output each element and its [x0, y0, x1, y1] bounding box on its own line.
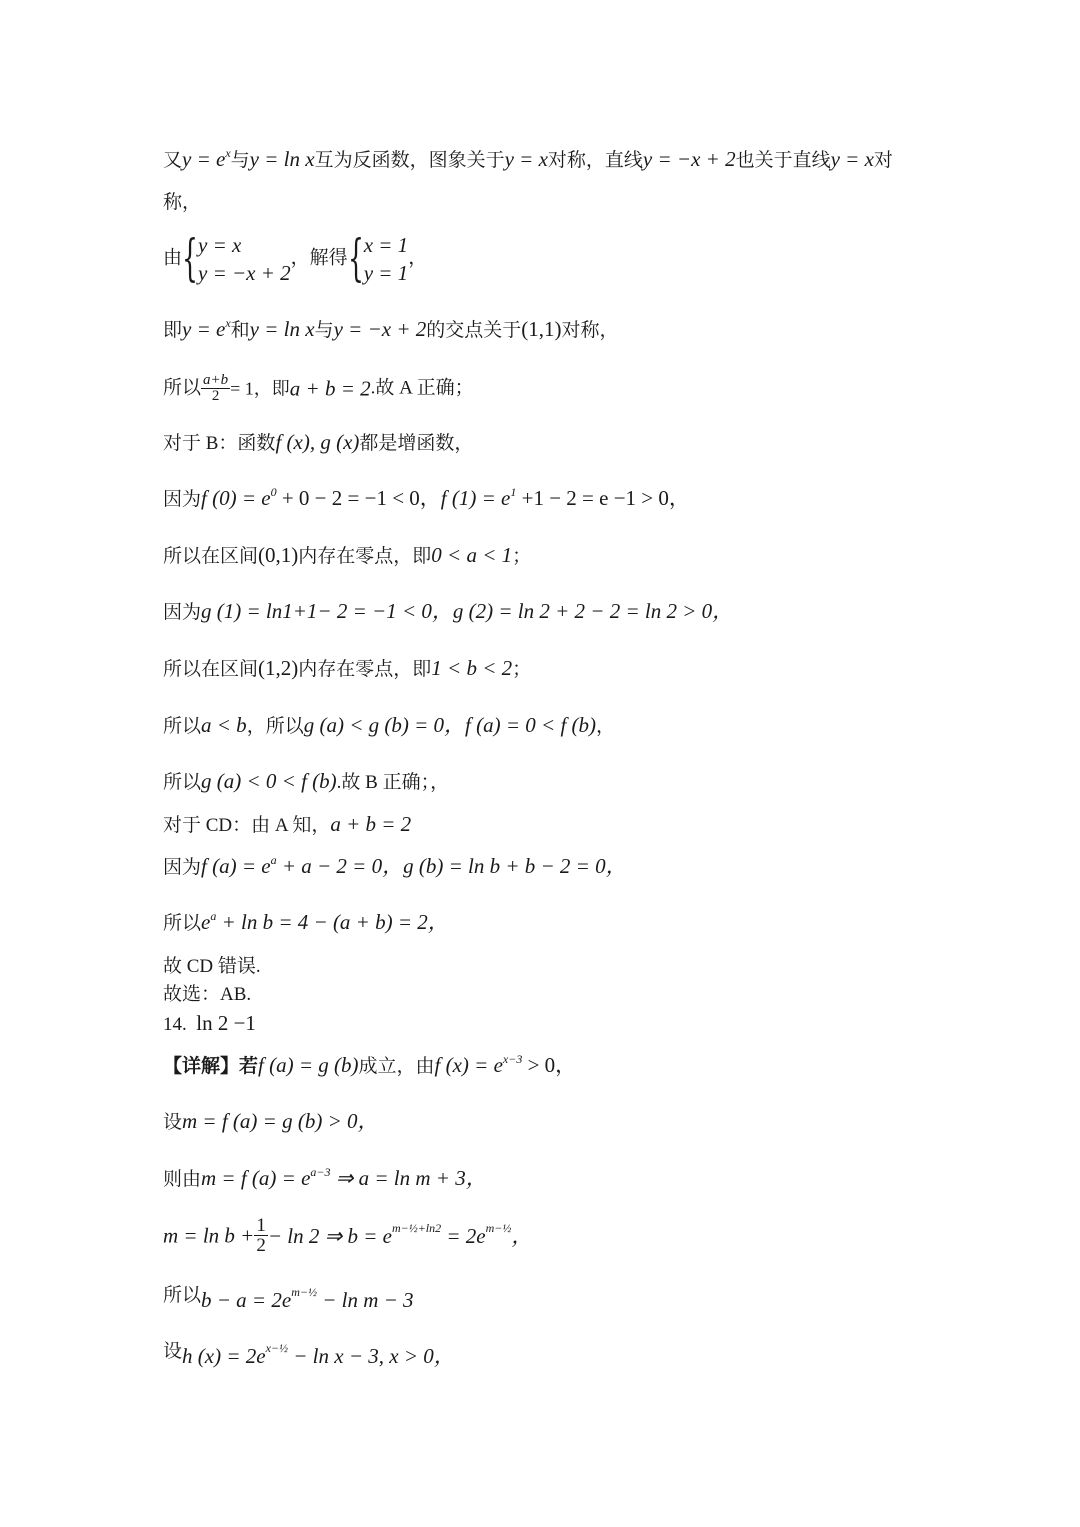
line-23	[163, 1282, 414, 1316]
text-fragment: 所以	[163, 716, 202, 737]
text-fragment: f (a) = g (b)	[258, 1053, 359, 1077]
text-fragment: 对于 CD：由 A 知，	[163, 815, 331, 836]
text-fragment: ，	[596, 716, 616, 737]
text-fragment: m = f (a) = g (b) > 0，	[182, 1109, 379, 1133]
line-22	[163, 1213, 532, 1258]
formula	[182, 147, 231, 171]
line-19	[163, 1051, 576, 1081]
equation-system	[182, 228, 291, 287]
text-fragment: 2	[256, 1235, 266, 1257]
formula: y = −x + 2	[642, 147, 736, 171]
superscript: 1	[510, 485, 517, 499]
text-fragment	[182, 317, 231, 341]
text-fragment: g (a) < 0 < f (b)	[201, 769, 337, 793]
text-fragment: − ln 2 ⇒ b = e	[267, 1223, 392, 1248]
line-2: 称，	[163, 192, 202, 213]
text-fragment: m = f (a) = e	[201, 1166, 311, 1190]
text-fragment: y = ln x	[249, 317, 315, 341]
text-fragment: a + b = 2	[289, 376, 371, 401]
line-13	[163, 810, 411, 840]
text-fragment	[201, 854, 403, 878]
line-10	[163, 654, 531, 684]
fraction	[254, 1216, 268, 1255]
text-fragment: .故 B 正确；，	[336, 772, 450, 793]
text-fragment: a < b	[201, 713, 247, 737]
line-12	[163, 767, 449, 797]
text-fragment: f (0) = e	[201, 486, 271, 510]
text-fragment: 成立，由	[358, 1056, 435, 1077]
text-fragment: + ln b = 4 − (a + b) = 2，	[216, 910, 449, 934]
superscript: a−3	[310, 1165, 331, 1179]
text-fragment: ⇒ a = ln m + 3，	[330, 1166, 487, 1190]
line-6	[163, 428, 473, 458]
text-fragment: f (a) = 0 < f (b)	[465, 713, 597, 737]
text-fragment: 设	[163, 1112, 183, 1133]
text-fragment: 14.	[163, 1014, 187, 1035]
solution-system	[347, 228, 409, 287]
text-fragment	[201, 486, 441, 510]
text-fragment	[441, 486, 690, 510]
line-11	[163, 711, 615, 741]
text-fragment	[201, 910, 449, 934]
text-fragment: 0 < a < 1	[431, 543, 513, 567]
line-24	[163, 1338, 455, 1372]
text-fragment: − ln x − 3, x > 0，	[288, 1344, 455, 1368]
text-fragment: b − a = 2e	[201, 1288, 292, 1312]
line-7	[163, 484, 690, 514]
line-18	[163, 1009, 256, 1039]
line-15	[163, 908, 449, 938]
text-fragment: y = e	[182, 317, 226, 341]
text-fragment: y = e	[182, 147, 226, 171]
line-21	[163, 1164, 487, 1194]
text-fragment: y = x	[198, 232, 242, 257]
line-20	[163, 1107, 379, 1137]
text-fragment: e	[201, 910, 211, 934]
text-fragment: 所以	[163, 377, 202, 399]
text: ，解得	[290, 247, 348, 269]
text-fragment: y = −x + 2	[333, 317, 427, 341]
text-fragment: ，所以	[246, 716, 304, 737]
text-fragment: + a − 2 = 0，	[276, 854, 404, 878]
text-fragment: 都是增函数，	[359, 433, 474, 454]
line-4	[163, 315, 619, 345]
text: 对	[873, 150, 893, 171]
text-fragment: + 0 − 2 = −1 < 0，	[276, 486, 441, 510]
text-fragment: 即	[163, 320, 183, 341]
text-fragment: x = 1	[363, 232, 409, 257]
line-1	[163, 145, 893, 175]
text-fragment: 所以	[163, 1285, 202, 1306]
superscript: x	[225, 316, 231, 330]
text-fragment: 所以	[163, 772, 202, 793]
formula: y = x	[504, 147, 548, 171]
text-fragment: y = 1	[363, 260, 409, 285]
text-fragment: b − a = 2em−½ − ln m − 3	[201, 1285, 414, 1312]
text-fragment: ；	[512, 546, 532, 567]
text-fragment: m = ln b +	[163, 1223, 255, 1248]
text-fragment: {	[182, 228, 198, 287]
text-fragment: ；	[512, 659, 532, 680]
text-fragment: 与	[314, 320, 334, 341]
text-fragment: 对于 B：函数	[163, 433, 276, 454]
text-fragment: g (a) < g (b) = 0，	[303, 713, 466, 737]
text-fragment	[435, 1053, 577, 1077]
text-fragment: 内存在零点，即	[298, 659, 432, 680]
text-fragment: f (1) = e	[440, 486, 511, 510]
text: 又	[163, 150, 183, 171]
text-fragment: 所以在区间	[163, 546, 259, 567]
text-fragment: +1 − 2 = e −1 > 0，	[516, 486, 690, 510]
text-fragment: .故 A 正确；	[370, 377, 474, 399]
text-fragment: = 1，即	[230, 378, 290, 399]
line-3	[163, 230, 427, 287]
text-fragment: f (x), g (x)	[275, 430, 360, 454]
text-fragment: h (x) = 2ex−½ − ln x − 3, x > 0，	[182, 1341, 455, 1368]
line-14	[163, 852, 627, 882]
text-fragment: {	[347, 228, 364, 287]
text: 对称，直线	[547, 150, 643, 171]
text-fragment: f (a) = e	[201, 854, 271, 878]
text: 也关于直线	[735, 150, 831, 171]
text: 互为反函数，图象关于	[314, 150, 505, 171]
superscript: x	[225, 146, 231, 160]
text-fragment: = 2e	[441, 1223, 486, 1248]
text-fragment: 和	[230, 320, 250, 341]
text-fragment: 所以	[163, 913, 202, 934]
text-fragment: g (1) = ln1+1− 2 = −1 < 0，	[201, 599, 453, 623]
text-fragment: g (2) = ln 2 + 2 − 2 = ln 2 > 0，	[452, 599, 734, 623]
text-fragment: − ln m − 3	[316, 1288, 414, 1312]
text-fragment: 的交点关于	[426, 320, 522, 341]
text-fragment: g (b) = ln b + b − 2 = 0，	[403, 854, 627, 878]
text-fragment: 设	[163, 1341, 183, 1362]
text-fragment: ，	[511, 1223, 533, 1248]
fraction	[201, 373, 230, 404]
text-fragment: (0,1)	[258, 543, 299, 567]
text-fragment: − ln 2 ⇒ b = em−½+ln2 = 2em−½，	[267, 1220, 533, 1248]
text-fragment: (1,2)	[258, 656, 299, 680]
text-fragment: > 0，	[522, 1053, 577, 1077]
formula: y = ln x	[249, 147, 315, 171]
text-fragment: (1,1)	[521, 317, 562, 341]
text: 由	[163, 247, 183, 269]
superscript: a	[270, 853, 277, 867]
line-5	[163, 368, 474, 409]
text-fragment: 【详解】若	[163, 1056, 259, 1077]
text-fragment: y = −x + 2	[198, 260, 291, 285]
text-fragment: 对称，	[561, 320, 619, 341]
superscript: a	[210, 909, 217, 923]
text-fragment: 1 < b < 2	[431, 656, 513, 680]
text-fragment: h (x) = 2e	[182, 1344, 266, 1368]
text-fragment: ln 2 −1	[196, 1011, 256, 1035]
text-fragment: f (x) = e	[434, 1053, 503, 1077]
text-fragment: 因为	[163, 857, 202, 878]
text-fragment: a+b	[203, 372, 229, 389]
superscript: x−3	[502, 1052, 523, 1066]
line-8	[163, 541, 531, 571]
line-17: 故选：AB.	[163, 984, 252, 1005]
text-fragment: 内存在零点，即	[298, 546, 432, 567]
line-16: 故 CD 错误.	[163, 956, 261, 977]
text-fragment: a + b = 2	[330, 812, 412, 836]
text-fragment: 所以在区间	[163, 659, 259, 680]
text-fragment	[201, 1166, 487, 1190]
text-fragment: 则由	[163, 1169, 202, 1190]
superscript: 0	[270, 485, 277, 499]
text-fragment: 因为	[163, 489, 202, 510]
text: 与	[230, 150, 250, 171]
text-fragment: 2	[211, 388, 220, 405]
line-9	[163, 597, 733, 627]
text-fragment: 因为	[163, 602, 202, 623]
text: ，	[408, 247, 428, 269]
formula: y = x	[830, 147, 874, 171]
text-fragment: 1	[256, 1215, 266, 1237]
